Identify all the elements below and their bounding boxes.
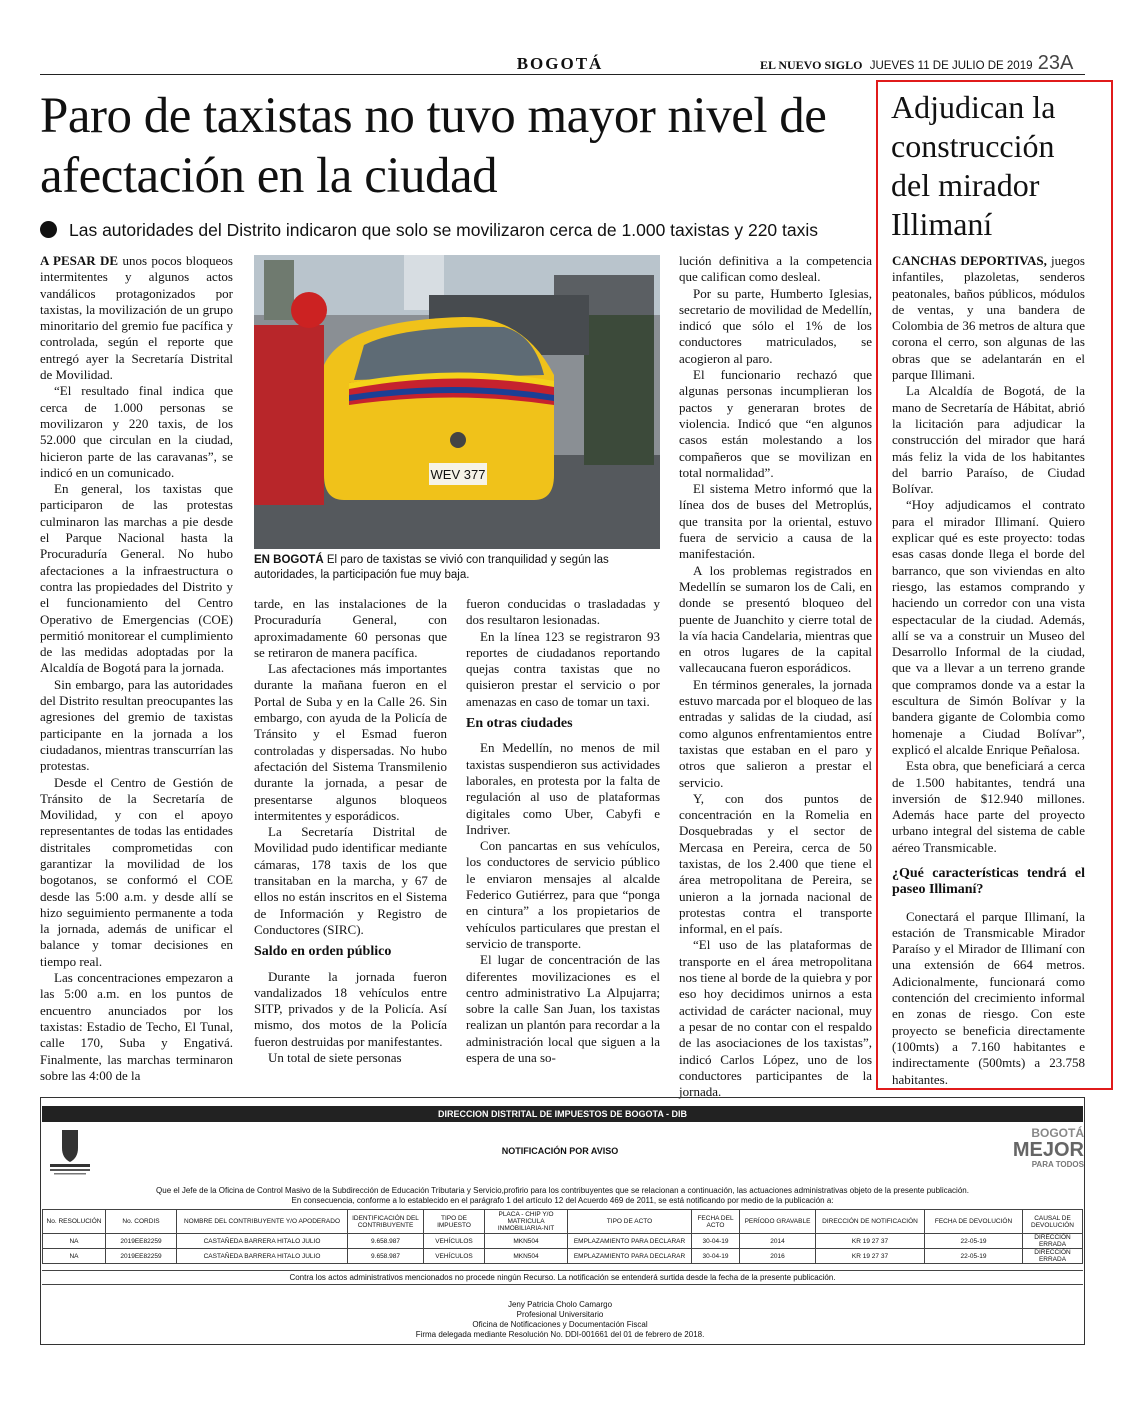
column-header: CAUSAL DE DEVOLUCIÓN xyxy=(1023,1210,1083,1234)
column-header: PLACA - CHIP Y/O MATRICULA INMOBILIARIA-NIT xyxy=(485,1210,568,1234)
header-rule xyxy=(40,74,1085,75)
paragraph: El funcionario rechazó que algunas personas incumplieran los pactos y generaran brotes de violencia. Indicó que “en algunos casos están molestando a los compañeros que se movilizan en total normalidad”. xyxy=(679,367,872,480)
paragraph: Conectará el parque Illimaní, la estación de Transmicable Mirador Paraíso y el Mirador de Illimaní con una extensión de 664 metros. Adicionalmente, funcionará como contención del crecimiento informal en zonas de riesgo. Con este proyecto se beneficia directamente (100mts) a 7.160 habitantes e indirectamente (500mts) a 23.758 habitantes. xyxy=(892,908,1085,1087)
lead-label: A PESAR DE xyxy=(40,253,119,268)
caption-text: El paro de taxistas se vivió con tranquilidad y según las autoridades, la participación fue muy baja. xyxy=(254,554,609,581)
paragraph: En la línea 123 se registraron 93 reportes de ciudadanos reportando quejas contra taxistas que no quisieron prestar el servicio o por amenazas en caso de tomar un taxi. xyxy=(466,628,660,709)
paragraph: tarde, en las instalaciones de la Procuraduría General, con aproximadamente 60 personas que se retiraron de manera pacífica. xyxy=(254,596,447,660)
license-plate: WEV 377 xyxy=(430,467,486,482)
paragraph: El sistema Metro informó que la línea dos de buses del Metroplús, que transita por la oriental, estuvo fuera de servicio a causa de la manifestación. xyxy=(679,481,872,562)
photo-caption xyxy=(254,553,660,583)
publication-name: EL NUEVO SIGLO xyxy=(760,58,863,72)
paragraph: En términos generales, la jornada estuvo marcada por el bloqueo de las entradas y salidas de la ciudad, así como algunos enfrentamientos entre taxistas que estaban en el paro y otros que salieron a prestar el servicio. xyxy=(679,676,872,790)
lead-label: CANCHAS DEPORTIVAS, xyxy=(892,253,1047,268)
lead-paragraph: A PESAR DE unos pocos bloqueos intermitentes y algunos actos vandálicos protagonizados por taxistas, la movilización de un grupo minoritario del gremio fue pacífica y controlada, según el reporte que entregó ayer la Secretaría Distrital de Movilidad. xyxy=(40,253,233,383)
signer-office: Oficina de Notificaciones y Documentación Fiscal xyxy=(472,1320,648,1329)
paragraph: lución definitiva a la competencia que califican como desleal. xyxy=(679,253,872,285)
article-photo xyxy=(254,255,660,549)
paragraph: Un total de siete personas xyxy=(268,1050,402,1066)
column-header: TIPO DE ACTO xyxy=(568,1210,692,1234)
lead-paragraph: CANCHAS DEPORTIVAS, juegos infantiles, plazoletas, senderos peatonales, baños públicos, módulos de ventas, y una bandera de Colombia de 36 metros de altura que corona el cerro, son algunas de las obras que se adelantarán en el parque Illimani. xyxy=(892,253,1085,383)
sidebar-body xyxy=(892,253,1085,1088)
notice-footer: Contra los actos administrativos mencionados no procede ningún Recurso. La notificación se entenderá surtida desde la fecha de la presente publicación. xyxy=(42,1270,1083,1285)
signer-name: Jeny Patricia Cholo Camargo xyxy=(507,1300,613,1309)
notice-heading: NOTIFICACIÓN POR AVISO xyxy=(501,1146,619,1156)
article-headline: Paro de taxistas no tuvo mayor nivel de afectación en la ciudad xyxy=(40,88,827,204)
notice-table xyxy=(42,1209,1083,1264)
table-header-row xyxy=(43,1210,1083,1234)
column-header: No. CORDIS xyxy=(106,1210,177,1234)
signer-title: Profesional Universitario xyxy=(516,1310,604,1319)
article-column-3 xyxy=(466,596,660,1066)
paragraph: Por su parte, Humberto Iglesias, secretario de movilidad de Medellín, indicó que sólo el 1% de los conductores matriculados, se acogieron al paro. xyxy=(679,285,872,366)
paragraph: Las concentraciones empezaron a las 5:00 a.m. en los puntos de encuentro anunciados por los taxistas: Estadio de Techo, El Tunal, calle 170, Suba y Engativá. Finalmente, las marchas terminaron sobre las 4:00 de la xyxy=(40,970,233,1083)
paragraph: En Medellín, no menos de mil taxistas suspendieron sus actividades laborales, en protesta por la falta de regulación al uso de plataformas digitales como Uber, Cabyfi e Indriver. xyxy=(466,740,660,837)
table-row: NA 2019EE82259 CASTAÑEDA BARRERA HITALO JULIO 9.658.987 VEHÍCULOS MKN504 EMPLAZAMIENTO PARA DECLARAR 30-04-19 2014 KR 19 27 37 22-05-19 DIRECCIÓN ERRADA xyxy=(43,1234,1083,1249)
bogota-mejor-logo: BOGOTÁ MEJOR PARA TODOS xyxy=(1012,1126,1084,1169)
section-heading: En otras ciudades xyxy=(466,716,573,732)
paragraph: La Secretaría Distrital de Movilidad pudo identificar mediante cámaras, 178 taxis de los que transitaban en la marcha, y 67 de ellos no están inscritos en el Sistema de Información y Registro de Conductores (SIRC). xyxy=(254,824,447,937)
signature-block xyxy=(300,1300,820,1340)
table-row: NA 2019EE82259 CASTAÑEDA BARRERA HITALO JULIO 9.658.987 VEHÍCULOS MKN504 EMPLAZAMIENTO PARA DECLARAR 30-04-19 2016 KR 19 27 37 22-05-19 DIRECCIÓN ERRADA xyxy=(43,1249,1083,1264)
paragraph: A los problemas registrados en Medellín se sumaron los de Cali, en donde se presentó bloqueo del puente de Juanchito y cierre total de la vía hacia Candelaria, mientras que en otros lugares de la capital vallecaucana fueron esporádicos. xyxy=(679,562,872,676)
column-header: DIRECCIÓN DE NOTIFICACIÓN xyxy=(816,1210,925,1234)
sidebar-headline: Adjudican la construcción del mirador Illimaní xyxy=(891,89,1056,242)
coat-of-arms-icon xyxy=(46,1126,94,1176)
caption-label: EN BOGOTÁ xyxy=(254,554,324,566)
paragraph: Y, con dos puntos de concentración en la Romelia en Dosquebradas y el sector de Mercasa en Pereira, cerca de 50 taxistas, de los 2.400 que tiene el área metropolitana de Pereira, se unieron a la jornada nacional de protestas contra el transporte informal, en el país. xyxy=(679,790,872,937)
article-subhead xyxy=(40,220,880,241)
paragraph: fueron conducidas o trasladadas y dos resultaron lesionadas. xyxy=(466,596,660,628)
notice-title-bar: DIRECCION DISTRITAL DE IMPUESTOS DE BOGOTA - DIB xyxy=(42,1106,1083,1122)
bullet-icon xyxy=(40,221,57,238)
column-header: IDENTIFICACIÓN DEL CONTRIBUYENTE xyxy=(348,1210,424,1234)
article-column-1 xyxy=(40,253,233,1084)
paragraph: Las afectaciones más importantes durante la mañana fueron en el Portal de Suba y en la Calle 26. Sin embargo, con ayuda de la Policía de Tránsito y el Esmad fueron controladas y dispersadas. No hubo afectación del Sistema Transmilenio durante la jornada, a pesar de presentarse algunos bloqueos intermitentes y esporádicos. xyxy=(254,661,447,823)
notice-intro: Que el Jefe de la Oficina de Control Masivo de la Subdirección de Educación Tributaria y Servicio,profirio para los contribuyentes que se relacionan a continuación, las actuaciones administrativas objeto de la presente publicación. En consecuencia, conforme a lo establecido en el parágrafo 1 del artículo 12 del Acuerdo 469 de 2011, se está notificando por medio de la publicación a: xyxy=(156,1186,969,1205)
article-column-2 xyxy=(254,596,447,1066)
section-title: BOGOTÁ xyxy=(516,54,604,73)
city-seal-logo xyxy=(46,1126,94,1176)
section-heading: Saldo en orden público xyxy=(254,944,392,960)
section-heading: ¿Qué características tendrá el paseo Illimaní? xyxy=(892,865,1085,898)
masthead xyxy=(760,52,1073,75)
column-header: No. RESOLUCIÓN xyxy=(43,1210,106,1234)
signer-delegation: Firma delegada mediante Resolución No. DDI-001661 del 01 de febrero de 2018. xyxy=(415,1330,705,1339)
issue-date: JUEVES 11 DE JULIO DE 2019 xyxy=(869,60,1033,72)
paragraph: Desde el Centro de Gestión de Tránsito de la Secretaría de Movilidad, y con el apoyo representantes de todas las entidades distritales comprometidas con garantizar la movilidad de los bogotanos, se conformó el COE desde las 5:00 a.m. y desde allí se hizo seguimiento permanente a toda la jornada, además de unificar el balance y tomar decisiones en tiempo real. xyxy=(40,774,233,969)
taxi-photo-illustration xyxy=(254,255,660,549)
article-column-4 xyxy=(679,253,872,1100)
column-header: FECHA DEL ACTO xyxy=(692,1210,740,1234)
subhead-text: Las autoridades del Distrito indicaron que solo se movilizaron cerca de 1.000 taxistas y 220 taxis xyxy=(69,220,819,240)
page-number: 23A xyxy=(1037,52,1074,74)
paragraph: La Alcaldía de Bogotá, de la mano de Secretaría de Hábitat, abrió la licitación para adjudicar la construcción del mirador que hará más feliz la vida de los habitantes del barrio Paraíso, de Ciudad Bolívar. xyxy=(892,383,1085,497)
paragraph: “El resultado final indica que cerca de 1.000 personas se movilizaron y 220 taxis, de los 52.000 que circulan en la ciudad, hicieron parte de las caravanas”, se indicó en un comunicado. xyxy=(40,383,233,480)
paragraph: “El uso de las plataformas de transporte en el área metropolitana nos tiene al borde de la quiebra y por eso hoy decidimos unirnos a esta actividad de carácter nacional, muy a pesar de no contar con el respaldo de las asociaciones de los taxistas”, indicó Carlos López, uno de los conductores participantes de la jornada. xyxy=(679,937,872,1100)
column-header: NOMBRE DEL CONTRIBUYENTE Y/O APODERADO xyxy=(177,1210,348,1234)
paragraph: “Hoy adjudicamos el contrato para el mirador Illimaní. Quiero explicar qué es este proyecto: todas esas casas donde llega el borde del barranco, que son viviendas en alto riesgo, las estamos comprando y haciendo un corredor con una vista espectacular de la ciudad. Además, allí se va a construir un Museo del Desarrollo Informal de la ciudad, que va a llevar a un terreno grande que compramos donde va a estar la escultura de Simón Bolívar y la bandera gigante de Colombia como homenaje a Ciudad Bolívar”, explicó el alcalde Enrique Peñalosa. xyxy=(892,497,1085,757)
column-header: FECHA DE DEVOLUCIÓN xyxy=(925,1210,1023,1234)
column-header: PERÍODO GRAVABLE xyxy=(740,1210,816,1234)
paragraph: En general, los taxistas que participaron de las protestas culminaron las marchas a pie desde el Parque Nacional hasta la Procuraduría General. No hubo afectaciones a la infraestructura o contra las propiedades del Distrito y el funcionamiento del Centro Operativo de Emergencias (COE) permitió monitorear el cumplimiento de las medidas adoptadas por la Alcaldía de Bogotá para la jornada. xyxy=(40,481,233,676)
paragraph: Sin embargo, para las autoridades del Distrito resultan preocupantes las agresiones del gremio de taxistas participante en la jornada a los ciudadanos, mientras transcurrían las protestas. xyxy=(40,676,233,774)
paragraph: Esta obra, que beneficiará a cerca de 1.500 habitantes, tendrá una inversión de $12.940 millones. Además hace parte del proyecto urbano integral del sistema de cable aéreo Transmicable. xyxy=(892,758,1085,855)
paragraph: Con pancartas en sus vehículos, los conductores de servicio público le enviaron mensajes al alcalde Federico Gutiérrez, para que “ponga en cintura” a los propietarios de vehículos particulares que prestan el servicio de transporte. xyxy=(466,838,660,951)
paragraph: Durante la jornada fueron vandalizados 18 vehículos entre SITP, privados y de la Policía. Así mismo, dos motos de la Policía fueron destruidas por manifestantes. xyxy=(254,968,447,1049)
column-header: TIPO DE IMPUESTO xyxy=(424,1210,485,1234)
paragraph: El lugar de concentración de las diferentes movilizaciones es el centro administrativo La Alpujarra; sobre la calle San Juan, los taxistas realizan un plantón para recordar a la administración local que siguen a la espera de una so- xyxy=(466,952,660,1066)
